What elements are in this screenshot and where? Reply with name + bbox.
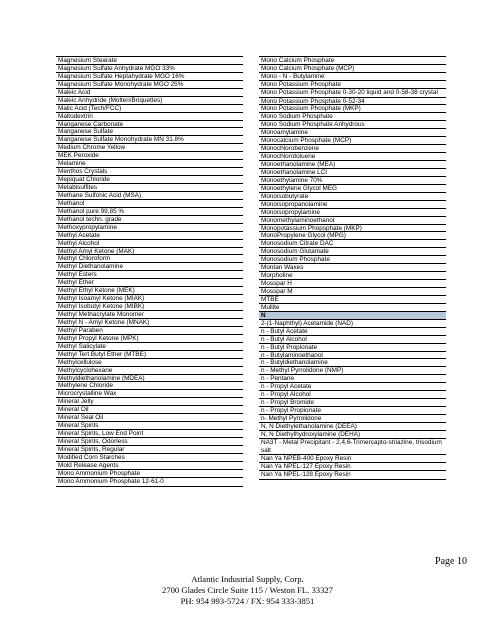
table-row: Mepiquat Chloride xyxy=(56,176,243,184)
table-row: Magnesium Sulfate Anhydrate MGO 33% xyxy=(56,65,243,73)
table-row: Manganese Sulfate xyxy=(56,128,243,136)
table-row: Nan Ya NPEL-128 Epoxy Resin xyxy=(261,471,351,479)
table-row: Mono Potassium Phosphate xyxy=(259,81,446,89)
table-row: Methyl Diethanolamine xyxy=(56,263,243,271)
table-row: Monoethylene Glycol MEG xyxy=(259,185,446,193)
table-row: Methyl N - Amyl Ketone (MNAK) xyxy=(56,319,243,327)
table-row: Manganese Carbonate xyxy=(56,121,243,129)
table-row: Methyl Chloroform xyxy=(56,255,243,263)
table-row: Methanol xyxy=(56,200,243,208)
table-row: Mono - N - Butylamine xyxy=(259,73,446,81)
table-row: n - Butyldiethanolamine xyxy=(259,359,446,367)
table-row: N, N Diethylethanolamine (DEEA) xyxy=(259,423,446,431)
table-row: Mineral Spirits xyxy=(56,422,243,430)
table-row: Methylene Chloride xyxy=(56,382,243,390)
table-row: Monosodium Phosphate xyxy=(259,256,446,264)
table-row: Methyl Ethyl Ketone (MEK) xyxy=(56,287,243,295)
table-row: Monomethylaminoethanol xyxy=(259,217,446,225)
table-row: Melamine xyxy=(56,160,243,168)
footer-phone: PH: 954 993-5724 / FX: 954 333-3851 xyxy=(180,596,315,606)
table-row: Monoisobutyrate xyxy=(259,193,446,201)
table-row: Metabisulfites xyxy=(56,184,243,192)
table-row: Methyl Methacrylate Monomer xyxy=(56,311,243,319)
table-row: n - Butyl Acetate xyxy=(259,328,446,336)
table-row: MonoPropylene Glycol (MPG) xyxy=(259,232,446,240)
table-row: Methoxypropylamine xyxy=(56,224,243,232)
table-row: Menthos Crystals xyxy=(56,168,243,176)
table-row: Monoamylamine xyxy=(259,129,446,137)
table-row: Mineral Spirits, Low End Point xyxy=(56,430,243,438)
table-row: Montan Waxes xyxy=(259,264,446,272)
table-row: Mono Potassium Phosphate 0-30-20 liquid and 0-58-38 crystal xyxy=(259,89,446,98)
table-row: Mono Calcium Phosphate xyxy=(259,57,446,65)
footer xyxy=(0,574,495,607)
table-row: Maleic Acid xyxy=(56,89,243,97)
section-header: N xyxy=(259,312,446,320)
table-row: Mineral Jelly xyxy=(56,398,243,406)
table-row: 2-(1-Naphthyl) Acetamide (NAD) xyxy=(259,320,446,328)
table-row: Methyl Paraben xyxy=(56,327,243,335)
table-row: Monoisopropanolamine xyxy=(259,201,446,209)
table-row: Methyl Isoamyl Ketone (MIAK) xyxy=(56,295,243,303)
table-row: n - Butyl Alcohol xyxy=(259,336,446,344)
table-row: Methyl Acetate xyxy=(56,232,243,240)
table-row: Monochlorobenzene xyxy=(259,145,446,153)
table-row: Mono Ammonium Phosphate 12-61-0 xyxy=(58,477,164,485)
table-row: Mono Sodium Phosphate xyxy=(259,113,446,121)
table-row: Maltodextrin xyxy=(56,113,243,121)
table-row: Magnesium Stearate xyxy=(56,57,243,65)
table-row: Monochlorotoluene xyxy=(259,153,446,161)
table-row: n - Butyl Propionate xyxy=(259,344,446,352)
table-row: Monoethanolamine (MEA) xyxy=(259,161,446,169)
table-row: Methyl Isobutyl Ketone (MIBK) xyxy=(56,303,243,311)
table-row: Mosspar M xyxy=(259,288,446,296)
table-row: Mono Ammonium Phosphate xyxy=(56,470,243,478)
table-row: Malic Acid (Tech/FCC) xyxy=(56,105,243,113)
table-row: Mullite xyxy=(259,304,446,312)
table-row: n - Propyl Propionate xyxy=(259,407,446,415)
table-row: Mineral Oil xyxy=(56,406,243,414)
table-row: Methyl Propyl Ketone (MPK) xyxy=(56,335,243,343)
table-row: Methylcyclohexane xyxy=(56,367,243,375)
table-row: Nan Ya NPEB-400 Epoxy Resin xyxy=(259,455,446,463)
table-row: Monocalcium Phosphate (MCP) xyxy=(259,137,446,145)
table-row: n - Propyl Alcohol xyxy=(259,391,446,399)
table-row: Morpholine xyxy=(259,272,446,280)
table-row: n - Butylaminoethanol xyxy=(259,352,446,360)
footer-company: Atlantic Industrial Supply, Corp. xyxy=(191,574,304,584)
table-row: Methane Sulfonic Acid (MSA) xyxy=(56,192,243,200)
table-row: Medium Chrome Yellow xyxy=(56,144,243,152)
table-row: Methyl Esters xyxy=(56,271,243,279)
table-row: NA3T - Metal Precipitant - 2,4,6-Trimercapto-striazine, trisodium salt xyxy=(259,439,446,456)
table-row: Methyl Alcohol xyxy=(56,240,243,248)
table-row: Mono Potassium Phosphate (MKP) xyxy=(259,105,446,113)
table-row: MTBE xyxy=(259,296,446,304)
table-row: Methanol pure 99,85 % xyxy=(56,208,243,216)
table-row: Methyl Amyl Ketone (MAK) xyxy=(56,248,243,256)
table-row: Magnesium Sulfate Monohydrate MGO 25% xyxy=(56,81,243,89)
table-row: Monoethanolamine LCI xyxy=(259,169,446,177)
table-row: n- Methyl Pyrrolidone xyxy=(259,415,446,423)
table-row: Manganese Sulfate Monohydrate MN 31.8% xyxy=(56,136,243,144)
page-number: Page 10 xyxy=(435,556,467,567)
table-row: N, N Diethylhydroxylamine (DEHA) xyxy=(259,431,446,439)
table-row: Microcrystalline Wax xyxy=(56,390,243,398)
table-row: Monoethylamine 70% xyxy=(259,177,446,185)
table-row: Methyl Ether xyxy=(56,279,243,287)
table-row: Maleic Anhydride (Molten/Briquettes) xyxy=(56,97,243,105)
table-row: Methyl Salicylate xyxy=(56,343,243,351)
table-row: Methyl Tert Butyl Ether (MTBE) xyxy=(56,351,243,359)
right-product-column xyxy=(259,56,446,480)
table-row: Mono Sodium Phosphate Anhydrous xyxy=(259,121,446,129)
table-row: Monosodium Citrate DAC xyxy=(259,240,446,248)
table-row: Monosodium Glutamate xyxy=(259,248,446,256)
footer-address: 2700 Glades Circle Suite 115 / Weston FL. 33327 xyxy=(162,585,333,595)
table-row: Mineral Spirits, Odorless xyxy=(56,438,243,446)
table-row: Monoisopropylamine xyxy=(259,209,446,217)
left-product-column xyxy=(56,56,243,487)
table-row: Magnesium Sulfate Heptahydrate MGO 16% xyxy=(56,73,243,81)
table-row: Methanol techn. grade xyxy=(56,216,243,224)
table-row: Methyldiethanolamine (MDEA) xyxy=(56,375,243,383)
table-row: n - Methyl Pyrrolidone (NMP) xyxy=(259,367,446,375)
table-row: Methylcellulose xyxy=(56,359,243,367)
table-row: Modified Corn Starches xyxy=(56,454,243,462)
table-row: n - Propyl Bromide xyxy=(259,399,446,407)
table-row: Mosspar H xyxy=(259,280,446,288)
table-row: Mold Release Agents xyxy=(56,462,243,470)
table-row: Mono Potassium Phosphate 0-52-34 xyxy=(259,98,446,106)
table-row: Mineral Spirits, Regular xyxy=(56,446,243,454)
table-row: n - Pentane xyxy=(259,375,446,383)
table-row: Mineral Seal Oil xyxy=(56,414,243,422)
table-row: Nan Ya NPEL-127 Epoxy Resin xyxy=(259,463,446,471)
table-row: Mono Calcium Phosphate (MCP) xyxy=(259,65,446,73)
table-row: Monopotassium Phopsphate (MKP) xyxy=(259,225,446,233)
table-row: n - Propyl Acetate xyxy=(259,383,446,391)
table-row: MEK Peroxide xyxy=(56,152,243,160)
